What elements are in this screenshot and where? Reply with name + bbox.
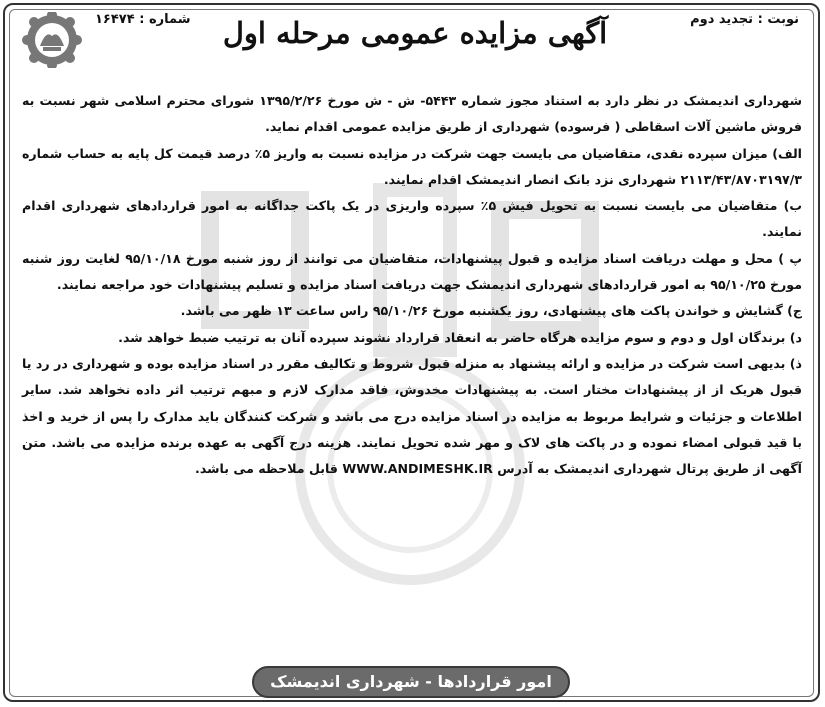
municipality-emblem-icon: [22, 12, 82, 68]
notice-round-label: نوبت : تجدید دوم: [690, 12, 799, 27]
clause-zal: ذ) بدیهی است شرکت در مزایده و ارائه پیشنهاد به منزله قبول شروط و تکالیف مقرر در اسناد مزایده بوده و شهرداری در رد یا قبول هریک از از پیشنهادات مختار است. به پیشنهادات مخدوش، فاقد مدارک لازم و مبهم ترتیب اثر داده نخواهد شد. سایر اطلاعات و جزئیات و شرایط مربوط به مزایده در اسناد مزایده درج می باشد و شرکت کنندگان باید مدارک را پس از خرید و اخذ با قید قبولی امضاء نموده و در پاکت های لاک و مهر شده تحویل نمایند. هزینه درج آگهی به عهده برنده مزایده می باشد. متن آگهی از طریق پرتال شهرداری اندیمشک به آدرس WWW.ANDIMESHK.IR قابل ملاحظه می باشد.: [22, 355, 802, 477]
notice-number: شماره : ۱۶۴۷۴: [95, 12, 191, 27]
clause-be: ب) متقاضیان می بایست نسبت به تحویل فیش ۵٪ سپرده واریزی در یک پاکت جداگانه به امور قراردادهای شهرداری اقدام نمایند.: [22, 198, 802, 240]
footer-banner: امور قراردادها - شهرداری اندیمشک: [252, 666, 570, 698]
notice-body: [22, 88, 802, 482]
clause-pe: پ ) محل و مهلت دریافت اسناد مزایده و قبول پیشنهادات، متقاضیان می توانند از روز شنبه مورخ ۹۵/۱۰/۱۸ لغایت روز شنبه مورخ ۹۵/۱۰/۲۵ به امور قراردادهای شهرداری اندیمشک جهت دریافت اسناد مزایده و تسلیم پیشنهادات خود مراجعه نمایند.: [22, 250, 802, 293]
clause-dal: د) برندگان اول و دوم و سوم مزایده هرگاه حاضر به انعقاد قرارداد نشوند سپرده آنان به ترتیب ضبط خواهد شد.: [118, 329, 802, 345]
intro-paragraph: شهرداری اندیمشک در نظر دارد به استناد مجوز شماره ۵۴۴۳- ش - ش مورخ ۱۳۹۵/۲/۲۶ شورای محترم اسلامی شهر نسبت به فروش ماشین آلات اسقاطی ( فرسوده) شهرداری از طریق مزایده عمومی اقدام نماید.: [22, 93, 803, 135]
clause-alef: الف) میزان سپرده نقدی، متقاضیان می بایست جهت شرکت در مزایده نسبت به واریز ۵٪ درصد قیمت کل پایه به حساب شماره ۲۱۱۳/۴۳/۸۷۰۳۱۹۷/۳ شهرداری نزد بانک انصار اندیمشک اقدام نمایند.: [22, 145, 802, 187]
page-title: آگهی مزایده عمومی مرحله اول: [222, 16, 608, 50]
clause-jim: ج) گشایش و خواندن پاکت های پیشنهادی، روز یکشنبه مورخ ۹۵/۱۰/۲۶ راس ساعت ۱۳ ظهر می باشد.: [180, 303, 802, 319]
